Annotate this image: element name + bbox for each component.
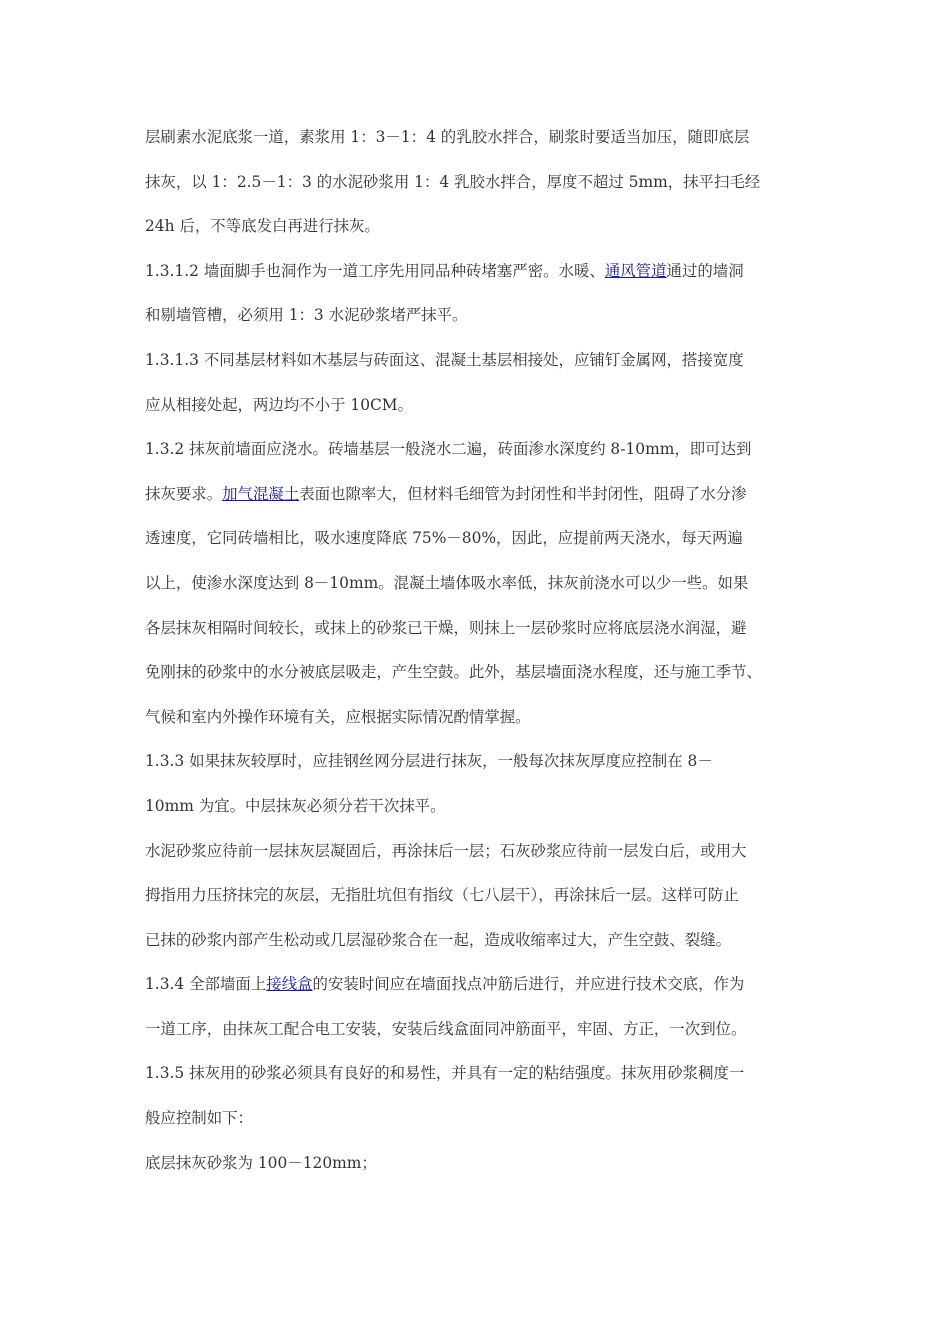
text-line bbox=[145, 878, 815, 923]
text-line bbox=[145, 789, 815, 834]
text-segment: 一道工序，由抹灰工配合电工安装，安装后线盒面同冲筋面平，牢固、方正，一次到位。 bbox=[145, 1019, 747, 1038]
text-line bbox=[145, 254, 815, 299]
text-line bbox=[145, 1056, 815, 1101]
text-segment: 10mm 为宜。中层抹灰必须分若干次抹平。 bbox=[145, 796, 446, 815]
text-segment: 拇指用力压挤抹完的灰层，无指肚坑但有指纹（七八层干），再涂抹后一层。这样可防止 bbox=[145, 886, 739, 905]
text-line bbox=[145, 611, 815, 656]
text-line bbox=[145, 1101, 815, 1146]
text-segment: 和剔墙管槽，必须用 1：3 水泥砂浆堵严抹平。 bbox=[145, 306, 468, 325]
text-line bbox=[145, 165, 815, 210]
inline-link[interactable]: 接线盒 bbox=[266, 975, 313, 994]
text-line bbox=[145, 120, 815, 165]
inline-link[interactable]: 加气混凝土 bbox=[222, 484, 300, 503]
text-line bbox=[145, 343, 815, 388]
inline-link[interactable]: 通风管道 bbox=[604, 261, 667, 280]
text-segment: 底层抹灰砂浆为 100－120mm； bbox=[145, 1153, 377, 1172]
text-segment: 已抹的砂浆内部产生松动或几层湿砂浆合在一起，造成收缩率过大，产生空鼓、裂缝。 bbox=[145, 930, 732, 949]
text-line bbox=[145, 388, 815, 433]
text-segment: 1.3.1.2 墙面脚手也洞作为一道工序先用同品种砖堵塞严密。水暖、 bbox=[145, 261, 605, 280]
text-segment: 以上，使渗水深度达到 8－10mm。混凝土墙体吸水率低，抹灰前浇水可以少一些。如果 bbox=[145, 573, 749, 592]
text-line bbox=[145, 744, 815, 789]
text-line bbox=[145, 923, 815, 968]
text-segment: 气候和室内外操作环境有关，应根据实际情况酌情掌握。 bbox=[145, 707, 531, 726]
text-line bbox=[145, 967, 815, 1012]
text-line bbox=[145, 834, 815, 879]
text-line bbox=[145, 209, 815, 254]
text-segment: 的安装时间应在墙面找点冲筋后进行，并应进行技术交底，作为 bbox=[312, 975, 745, 994]
text-segment: 水泥砂浆应待前一层抹灰层凝固后，再涂抹后一层；石灰砂浆应待前一层发白后，或用大 bbox=[145, 841, 747, 860]
text-line bbox=[145, 566, 815, 611]
text-line bbox=[145, 700, 815, 745]
text-line bbox=[145, 477, 815, 522]
text-line bbox=[145, 655, 815, 700]
document-body bbox=[145, 120, 815, 1190]
text-segment: 层刷素水泥底浆一道，素浆用 1：3－1：4 的乳胶水拌合，刷浆时要适当加压，随即底层 bbox=[145, 128, 750, 146]
text-segment: 各层抹灰相隔时间较长，或抹上的砂浆已干燥，则抹上一层砂浆时应将底层浇水润湿，避 bbox=[145, 618, 747, 637]
text-segment: 透速度，它同砖墙相比，吸水速度降底 75%－80%，因此，应提前两天浇水，每天两遍 bbox=[145, 529, 743, 548]
text-segment: 般应控制如下： bbox=[145, 1109, 253, 1128]
text-segment: 抹灰，以 1：2.5－1：3 的水泥砂浆用 1：4 乳胶水拌合，厚度不超过 5mm，抹平扫毛经 bbox=[145, 172, 761, 191]
text-segment: 1.3.5 抹灰用的砂浆必须具有良好的和易性，并具有一定的粘结强度。抹灰用砂浆稠度一 bbox=[145, 1064, 745, 1083]
text-segment: 1.3.2 抹灰前墙面应浇水。砖墙基层一般浇水二遍，砖面渗水深度约 8-10mm，即可达到 bbox=[145, 440, 752, 459]
text-line bbox=[145, 1012, 815, 1057]
text-segment: 免刚抹的砂浆中的水分被底层吸走，产生空鼓。此外，基层墙面浇水程度，还与施工季节、 bbox=[145, 663, 762, 682]
text-line bbox=[145, 521, 815, 566]
text-line bbox=[145, 298, 815, 343]
text-segment: 表面也隙率大，但材料毛细管为封闭性和半封闭性，阻碍了水分渗 bbox=[299, 484, 747, 503]
text-segment: 24h 后，不等底发白再进行抹灰。 bbox=[145, 217, 380, 236]
text-segment: 应从相接处起，两边均不小于 10CM。 bbox=[145, 395, 414, 414]
text-line bbox=[145, 432, 815, 477]
text-segment: 通过的墙洞 bbox=[666, 261, 744, 280]
text-segment: 1.3.3 如果抹灰较厚时，应挂钢丝网分层进行抹灰，一般每次抹灰厚度应控制在 8－ bbox=[145, 752, 713, 771]
text-segment: 1.3.4 全部墙面上 bbox=[145, 975, 267, 994]
text-segment: 1.3.1.3 不同基层材料如木基层与砖面这、混凝土基层相接处，应铺钉金属网，搭接宽度 bbox=[145, 350, 744, 369]
text-line bbox=[145, 1146, 815, 1191]
text-segment: 抹灰要求。 bbox=[145, 484, 223, 503]
